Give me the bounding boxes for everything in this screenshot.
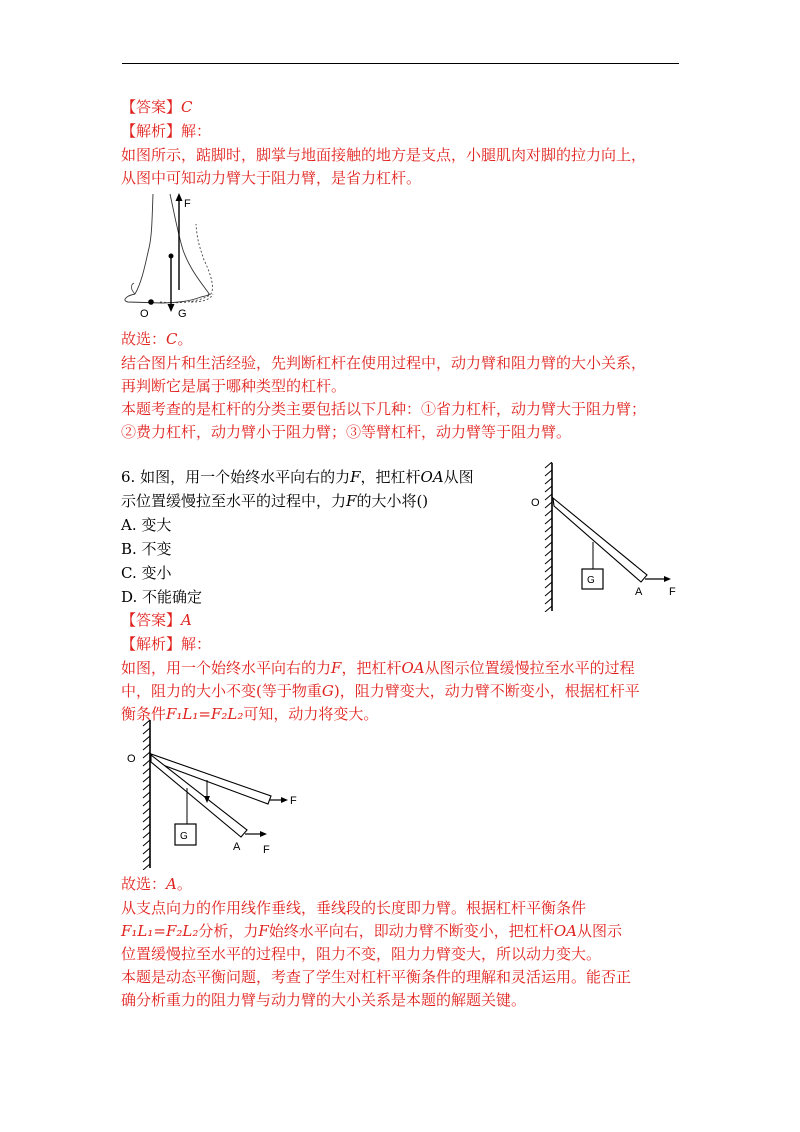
- q5-comment-4: ②费力杠杆，动力臂小于阻力臂；③等臂杠杆，动力臂等于阻力臂。: [121, 423, 572, 441]
- lever-rod-horizontal: [151, 754, 271, 804]
- foot-lever-diagram: [118, 190, 228, 325]
- label-f-upper: F: [290, 795, 297, 807]
- label-a: A: [233, 841, 241, 853]
- label-g: G: [178, 308, 187, 320]
- gravity-arrow: [168, 304, 175, 312]
- q6-choose-line: 故选：A。: [121, 875, 192, 893]
- q5-answer-tag: 【答案】: [121, 98, 182, 116]
- force-arrow-upper: [281, 797, 288, 803]
- label-o: O: [127, 753, 136, 765]
- lever-rod-initial: [151, 755, 247, 837]
- q5-comment-2: 再判断它是属于哪种类型的杠杆。: [121, 377, 347, 395]
- wall-hatching-2: [143, 720, 150, 870]
- q5-analysis-tag: 【解析】: [121, 122, 182, 140]
- q6-analysis-text-3: 衡条件F₁L₁=F₂L₂可知，动力将变大。: [121, 705, 379, 723]
- force-f-arrow: [176, 193, 183, 201]
- force-arrow-lower: [260, 831, 267, 837]
- q6-lever-diagram: [525, 462, 685, 612]
- q6-stem-line-2: 示位置缓慢拉至水平的过程中，力F的大小将(): [121, 492, 429, 510]
- q6-comment-1: 从支点向力的作用线作垂线，垂线段的长度即力臂。根据杠杆平衡条件: [121, 899, 587, 917]
- raised-foot-dotted: [160, 224, 212, 303]
- q5-analysis-text-1: 如图所示，踮脚时，脚掌与地面接触的地方是支点，小腿肌肉对脚的拉力向上，: [121, 146, 647, 164]
- header-rule: [122, 63, 679, 64]
- q6-comment-2: F₁L₁=F₂L₂分析，力F始终水平向右，即动力臂不断变小，把杠杆OA从图示: [121, 922, 622, 940]
- label-g: G: [180, 831, 188, 842]
- q6-option-c: C. 变小: [121, 564, 172, 582]
- q6-comment-5: 确分析重力的阻力臂与动力臂的大小关系是本题的解题关键。: [121, 991, 527, 1009]
- q6-analysis-text-2: 中，阻力的大小不变(等于物重G)，阻力臂变大，动力臂不断变小，根据杠杆平: [121, 682, 640, 700]
- q6-answer-line: 【答案】A: [121, 611, 192, 629]
- label-g: G: [587, 575, 595, 586]
- label-f-lower: F: [263, 844, 270, 856]
- q6-stem-line-1: 6. 如图，用一个始终水平向右的力F，把杠杆OA从图: [121, 468, 474, 486]
- wall-hatching: [545, 462, 552, 612]
- force-arrow: [664, 576, 671, 582]
- q6-option-d: D. 不能确定: [121, 588, 203, 606]
- q5-answer-line: [121, 96, 193, 118]
- pivot-dot: [148, 299, 154, 305]
- q6-analysis-text-1: 如图，用一个始终水平向右的力F，把杠杆OA从图示位置缓慢拉至水平的过程: [121, 659, 635, 677]
- label-o: O: [531, 497, 540, 509]
- q6-analysis-diagram: [122, 718, 312, 870]
- label-o: O: [140, 308, 149, 320]
- heel-outline: [135, 194, 153, 294]
- q6-comment-4: 本题是动态平衡问题，考查了学生对杠杆平衡条件的理解和灵活运用。能否正: [121, 968, 632, 986]
- label-f: F: [184, 198, 191, 210]
- q5-choose-line: 故选：C。: [121, 330, 193, 348]
- q6-option-a: A. 变大: [121, 516, 172, 534]
- toe-outline: [131, 283, 135, 294]
- label-a: A: [635, 586, 643, 598]
- q5-comment-3: 本题考查的是杠杆的分类主要包括以下几种：①省力杠杆，动力臂大于阻力臂；: [121, 400, 647, 418]
- q5-answer-value: C: [181, 98, 193, 116]
- q5-analysis-line: 【解析】解：: [121, 122, 212, 140]
- q5-analysis-text-2: 从图中可知动力臂大于阻力臂，是省力杠杆。: [121, 169, 422, 187]
- label-f: F: [669, 586, 676, 598]
- q6-option-b: B. 不变: [121, 540, 172, 558]
- q6-comment-3: 位置缓慢拉至水平的过程中，阻力不变，阻力力臂变大，所以动力变大。: [121, 945, 602, 963]
- lever-balance-equation: F₁L₁=F₂L₂: [166, 705, 244, 723]
- q6-analysis-line: 【解析】解：: [121, 635, 212, 653]
- q5-comment-1: 结合图片和生活经验，先判断杠杆在使用过程中，动力臂和阻力臂的大小关系，: [121, 354, 647, 372]
